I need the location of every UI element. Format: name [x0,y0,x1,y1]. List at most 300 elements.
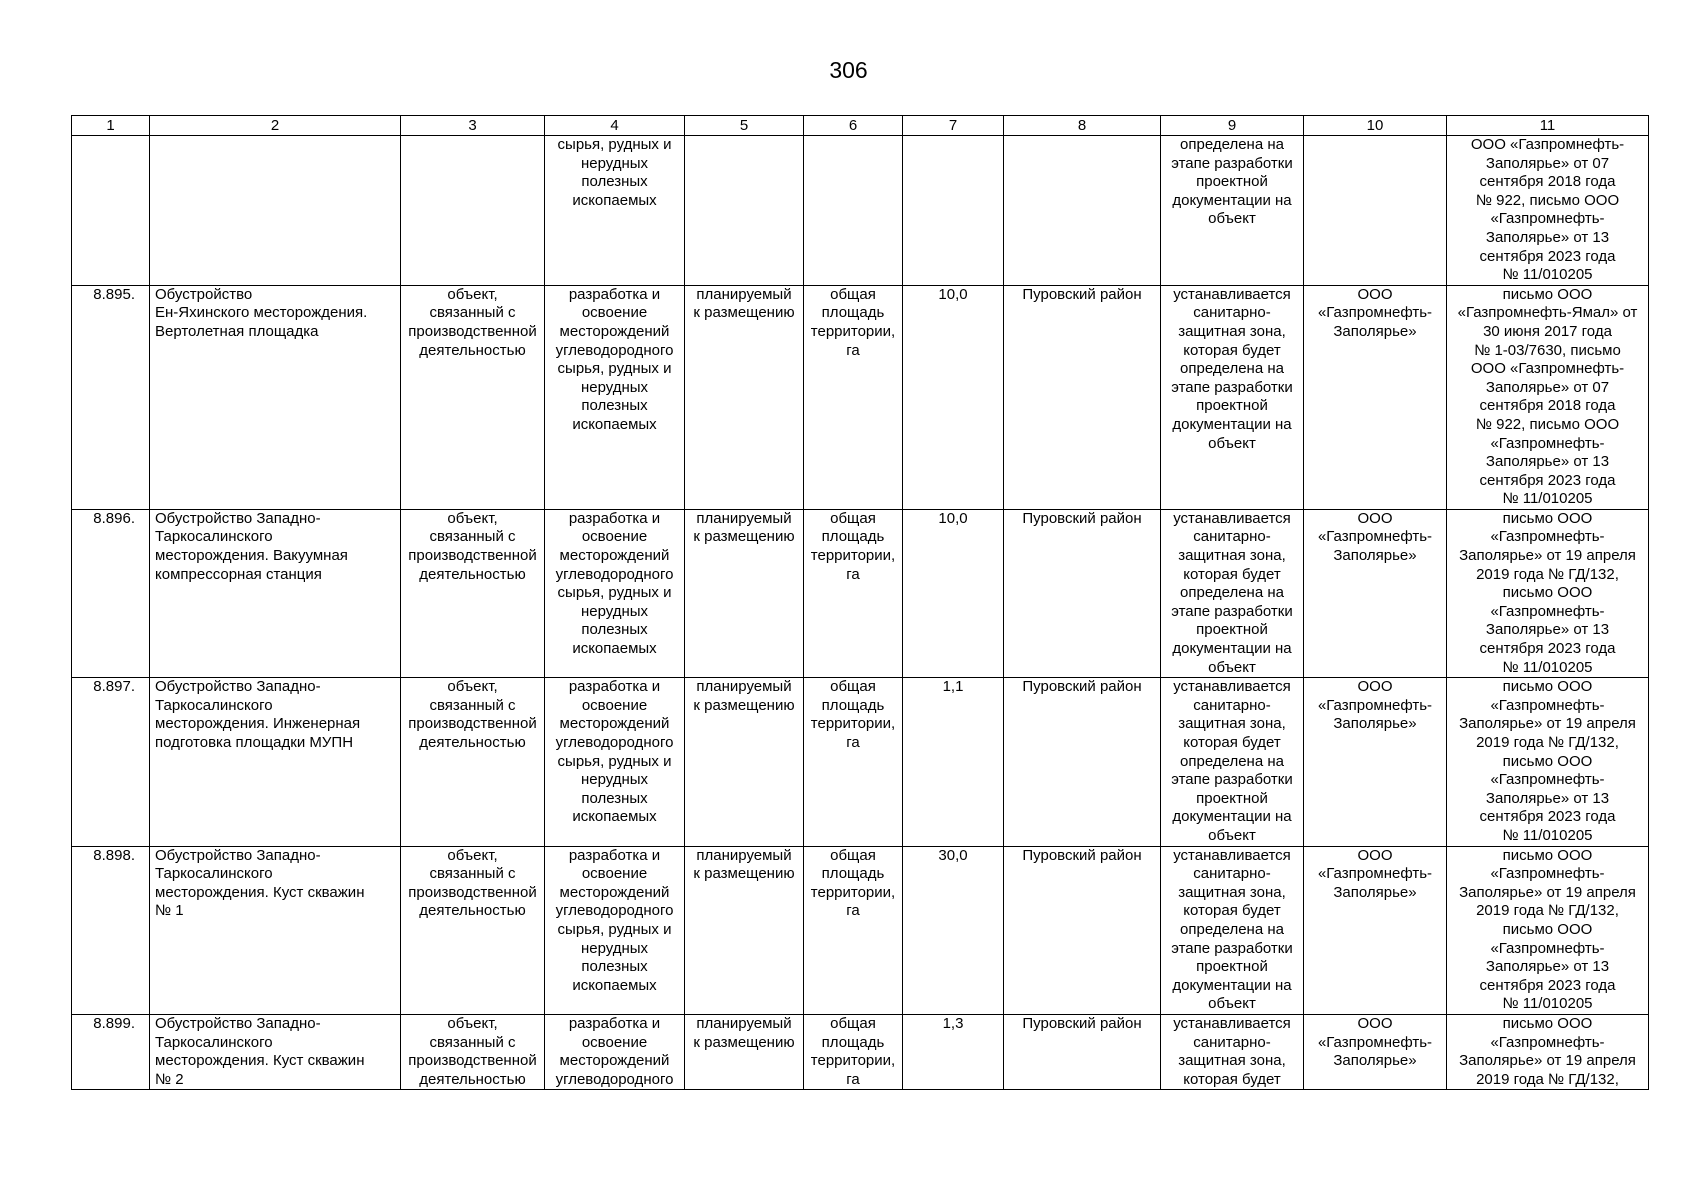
purpose-cell-line: освоение [581,865,648,883]
zone-cell-line: которая будет [1183,1070,1281,1088]
object-name-cell-line: Обустройство Западно- [155,1014,321,1032]
parameter-cell [804,1014,903,1089]
row-number-cell: 8.895. [72,285,150,509]
source-cell-line: Заполярье» от 07 [1485,154,1610,172]
parameter-cell [804,136,903,286]
object-name-cell [150,285,401,509]
zone-cell-line: определена на [1180,920,1284,938]
purpose-cell-line: углеводородного [555,734,674,751]
zone-cell-line: защитная зона, [1178,1052,1286,1070]
owner-cell-line: ООО [1357,846,1393,864]
source-cell-line: № 922, письмо ООО [1475,191,1620,209]
purpose-cell [545,846,685,1014]
column-header-5: 5 [685,116,804,136]
source-cell [1447,136,1649,286]
zone-cell-line: определена на [1180,752,1284,770]
purpose-cell [545,678,685,846]
object-type-cell [401,509,545,677]
owner-cell-line: «Газпромнефть- [1317,304,1433,322]
column-header-9: 9 [1161,116,1304,136]
source-cell-line: письмо ООО [1502,752,1593,770]
parameter-cell-line: общая [830,509,876,527]
zone-cell-line: документации на [1172,976,1292,994]
value-cell: 30,0 [903,846,1004,1014]
object-type-cell-line: деятельностью [419,565,526,583]
source-cell-line: «Газпромнефть-Ямал» от [1457,304,1638,322]
owner-cell-line: Заполярье» [1333,1052,1417,1070]
source-cell-line: Заполярье» от 19 апреля [1459,547,1636,565]
purpose-cell-line: месторождений [559,883,670,901]
source-cell-line: сентября 2018 года [1479,173,1616,191]
source-cell-line: «Газпромнефть- [1490,771,1605,789]
zone-cell-line: проектной [1196,397,1268,415]
object-type-cell-line: производственной [408,715,537,733]
purpose-cell-line: ископаемых [572,976,657,994]
object-name-cell [150,846,401,1014]
column-header-6: 6 [804,116,903,136]
column-header-10: 10 [1304,116,1447,136]
source-cell-line: сентября 2023 года [1479,247,1616,265]
purpose-cell [545,509,685,677]
object-type-cell-line: деятельностью [419,341,526,359]
purpose-cell-line: углеводородного [555,341,674,359]
source-cell-line: ООО «Газпромнефть- [1470,136,1625,153]
owner-cell [1304,285,1447,509]
zone-cell-line: этапе разработки [1171,771,1293,789]
status-cell [685,285,804,509]
source-cell-line: сентября 2023 года [1479,808,1616,826]
source-cell-line: 30 июня 2017 года [1483,322,1612,340]
source-cell [1447,509,1649,677]
source-cell-line: Заполярье» от 19 апреля [1459,1052,1636,1070]
source-cell [1447,1014,1649,1089]
purpose-cell-line: нерудных [580,602,649,620]
zone-cell-line: объект [1208,658,1256,676]
source-cell-line: «Газпромнефть- [1490,1033,1605,1051]
owner-cell-line: «Газпромнефть- [1317,696,1433,714]
purpose-cell-line: сырья, рудных и [557,136,672,153]
source-cell-line: письмо ООО [1502,920,1593,938]
parameter-cell-line: га [846,734,860,751]
object-type-cell [401,1014,545,1089]
status-cell-line: планируемый [696,509,792,527]
parameter-cell-line: га [846,902,860,920]
object-name-cell-line: месторождения. Вакуумная [155,547,348,565]
zone-cell-line: санитарно- [1193,1033,1271,1051]
purpose-cell-line: месторождений [559,547,670,565]
parameter-cell-line: площадь [821,865,885,883]
object-name-cell-line: Таркосалинского [155,865,273,883]
zone-cell-line: определена на [1180,360,1284,378]
zone-cell-line: защитная зона, [1178,547,1286,565]
object-type-cell-line: связанный с [429,865,516,883]
source-cell-line: № 1-03/7630, письмо [1474,341,1621,359]
status-cell [685,1014,804,1089]
table-row [72,509,1649,677]
source-cell-line: № 11/010205 [1502,995,1593,1013]
purpose-cell-line: ископаемых [572,640,657,658]
source-cell-line: Заполярье» от 13 [1485,789,1610,807]
purpose-cell-line: месторождений [559,1052,670,1070]
purpose-cell-line: разработка и [568,678,661,696]
parameter-cell-line: территории, [810,322,896,340]
parameter-cell-line: территории, [810,883,896,901]
parameter-cell-line: территории, [810,1052,896,1070]
table-row [72,678,1649,846]
owner-cell [1304,846,1447,1014]
status-cell [685,678,804,846]
row-number-cell [72,136,150,286]
purpose-cell-line: освоение [581,696,648,714]
purpose-cell [545,285,685,509]
purpose-cell [545,1014,685,1089]
zone-cell [1161,285,1304,509]
purpose-cell-line: разработка и [568,1014,661,1032]
object-name-cell-line: месторождения. Куст скважин [155,883,365,901]
column-header-4: 4 [545,116,685,136]
parameter-cell-line: общая [830,678,876,696]
object-type-cell-line: связанный с [429,528,516,546]
object-name-cell-line: месторождения. Инженерная [155,715,361,733]
purpose-cell-line: сырья, рудных и [557,584,672,602]
purpose-cell-line: полезных [581,173,648,191]
object-type-cell-line: связанный с [429,1033,516,1051]
column-header-8: 8 [1004,116,1161,136]
purpose-cell-line: месторождений [559,715,670,733]
source-cell-line: письмо ООО [1502,1014,1593,1032]
parameter-cell-line: га [846,341,860,359]
object-type-cell-line: объект, [447,846,498,864]
location-cell [1004,136,1161,286]
purpose-cell-line: полезных [581,958,648,976]
object-type-cell-line: объект, [447,678,498,696]
object-name-cell-line: Обустройство Западно- [155,846,321,864]
owner-cell-line: Заполярье» [1333,322,1417,340]
zone-cell [1161,846,1304,1014]
purpose-cell-line: ископаемых [572,808,657,826]
object-name-cell-line: Таркосалинского [155,696,273,714]
source-cell-line: 2019 года № ГД/132, [1476,1070,1619,1088]
source-cell-line: сентября 2023 года [1479,976,1616,994]
purpose-cell-line: углеводородного [555,565,674,583]
zone-cell-line: санитарно- [1193,304,1271,322]
owner-cell-line: Заполярье» [1333,547,1417,565]
source-cell-line: Заполярье» от 13 [1485,453,1610,471]
zone-cell-line: объект [1208,995,1256,1013]
owner-cell-line: «Газпромнефть- [1317,1033,1433,1051]
zone-cell-line: проектной [1196,621,1268,639]
row-number-cell: 8.896. [72,509,150,677]
zone-cell-line: определена на [1180,136,1284,153]
zone-cell-line: устанавливается [1173,678,1291,696]
source-cell-line: письмо ООО [1502,509,1593,527]
location-cell: Пуровский район [1004,846,1161,1014]
zone-cell-line: защитная зона, [1178,883,1286,901]
purpose-cell-line: полезных [581,789,648,807]
object-type-cell-line: производственной [408,322,537,340]
source-cell [1447,846,1649,1014]
page-number: 306 [829,57,868,83]
source-cell-line: № 11/010205 [1502,266,1593,284]
object-name-cell [150,136,401,286]
object-type-cell-line: связанный с [429,304,516,322]
zone-cell-line: защитная зона, [1178,715,1286,733]
purpose-cell-line: полезных [581,397,648,415]
owner-cell-line: Заполярье» [1333,883,1417,901]
owner-cell [1304,1014,1447,1089]
parameter-cell [804,846,903,1014]
source-cell-line: «Газпромнефть- [1490,696,1605,714]
object-type-cell-line: связанный с [429,696,516,714]
location-cell: Пуровский район [1004,285,1161,509]
owner-cell [1304,136,1447,286]
zone-cell-line: документации на [1172,640,1292,658]
object-type-cell-line: объект, [447,285,498,303]
source-cell-line: Заполярье» от 13 [1485,621,1610,639]
status-cell-line: планируемый [696,285,792,303]
object-type-cell [401,678,545,846]
zone-cell-line: документации на [1172,191,1292,209]
table-row [72,285,1649,509]
object-name-cell-line: месторождения. Куст скважин [155,1052,365,1070]
source-cell-line: № 11/010205 [1502,826,1593,844]
source-cell-line: «Газпромнефть- [1490,865,1605,883]
parameter-cell-line: общая [830,1014,876,1032]
row-number-cell: 8.897. [72,678,150,846]
zone-cell-line: проектной [1196,958,1268,976]
status-cell-line: к размещению [693,865,795,883]
table-row [72,1014,1649,1089]
status-cell-line: к размещению [693,696,795,714]
object-type-cell [401,136,545,286]
source-cell-line: «Газпромнефть- [1490,528,1605,546]
object-type-cell-line: производственной [408,1052,537,1070]
object-type-cell-line: деятельностью [419,1070,526,1088]
purpose-cell-line: ископаемых [572,191,657,209]
source-cell-line: Заполярье» от 19 апреля [1459,715,1636,733]
parameter-cell-line: площадь [821,528,885,546]
object-name-cell [150,1014,401,1089]
value-cell: 10,0 [903,285,1004,509]
source-cell-line: письмо ООО [1502,846,1593,864]
parameter-cell [804,678,903,846]
purpose-cell-line: нерудных [580,154,649,172]
object-type-cell-line: объект, [447,1014,498,1032]
zone-cell-line: которая будет [1183,902,1281,920]
source-cell-line: Заполярье» от 07 [1485,378,1610,396]
object-type-cell [401,846,545,1014]
zone-cell-line: проектной [1196,173,1268,191]
purpose-cell [545,136,685,286]
object-name-cell-line: Ен-Яхинского месторождения. [155,304,368,322]
purpose-cell-line: освоение [581,1033,648,1051]
location-cell: Пуровский район [1004,509,1161,677]
owner-cell-line: «Газпромнефть- [1317,865,1433,883]
object-name-cell-line: Вертолетная площадка [155,322,319,340]
object-type-cell-line: производственной [408,547,537,565]
purpose-cell-line: углеводородного [555,1070,674,1088]
parameter-cell-line: площадь [821,304,885,322]
row-number-cell: 8.899. [72,1014,150,1089]
zone-cell [1161,136,1304,286]
zone-cell-line: устанавливается [1173,285,1291,303]
purpose-cell-line: нерудных [580,939,649,957]
parameter-cell-line: территории, [810,715,896,733]
parameter-cell-line: площадь [821,696,885,714]
object-type-cell-line: объект, [447,509,498,527]
value-cell: 10,0 [903,509,1004,677]
parameter-cell-line: площадь [821,1033,885,1051]
zone-cell-line: определена на [1180,584,1284,602]
source-cell-line: «Газпромнефть- [1490,602,1605,620]
source-cell-line: сентября 2018 года [1479,397,1616,415]
zone-cell-line: проектной [1196,789,1268,807]
zone-cell-line: которая будет [1183,565,1281,583]
parameter-cell-line: общая [830,285,876,303]
source-cell-line: Заполярье» от 13 [1485,228,1610,246]
status-cell [685,509,804,677]
zone-cell-line: этапе разработки [1171,378,1293,396]
parameter-cell-line: территории, [810,547,896,565]
object-name-cell-line: Таркосалинского [155,1033,273,1051]
source-cell-line: ООО «Газпромнефть- [1470,360,1625,378]
status-cell-line: планируемый [696,1014,792,1032]
purpose-cell-line: разработка и [568,846,661,864]
zone-cell-line: объект [1208,210,1256,228]
location-cell: Пуровский район [1004,1014,1161,1089]
owner-cell-line: ООО [1357,509,1393,527]
zone-cell-line: которая будет [1183,734,1281,751]
source-cell-line: 2019 года № ГД/132, [1476,565,1619,583]
table-row [72,136,1649,286]
status-cell-line: планируемый [696,678,792,696]
column-header-1: 1 [72,116,150,136]
status-cell-line: к размещению [693,304,795,322]
object-name-cell-line: Обустройство Западно- [155,678,321,696]
table-body [72,116,1649,1090]
source-cell-line: 2019 года № ГД/132, [1476,734,1619,751]
zone-cell-line: санитарно- [1193,865,1271,883]
zone-cell-line: санитарно- [1193,528,1271,546]
status-cell [685,136,804,286]
source-cell-line: 2019 года № ГД/132, [1476,902,1619,920]
value-cell [903,136,1004,286]
owner-cell-line: ООО [1357,678,1393,696]
object-name-cell-line: Обустройство Западно- [155,509,321,527]
owner-cell [1304,678,1447,846]
source-cell-line: № 11/010205 [1502,658,1593,676]
object-name-cell-line: Обустройство [155,285,253,303]
table-row [72,846,1649,1014]
header-row [72,116,1649,136]
purpose-cell-line: освоение [581,528,648,546]
status-cell-line: планируемый [696,846,792,864]
zone-cell-line: документации на [1172,415,1292,433]
source-cell-line: «Газпромнефть- [1490,210,1605,228]
zone-cell-line: объект [1208,826,1256,844]
parameter-cell [804,285,903,509]
source-cell-line: письмо ООО [1502,285,1593,303]
object-name-cell [150,678,401,846]
source-cell-line: № 11/010205 [1502,490,1593,508]
source-cell-line: Заполярье» от 19 апреля [1459,883,1636,901]
owner-cell-line: ООО [1357,285,1393,303]
column-header-3: 3 [401,116,545,136]
parameter-cell-line: общая [830,846,876,864]
source-cell-line: сентября 2023 года [1479,640,1616,658]
object-type-cell [401,285,545,509]
parameter-cell [804,509,903,677]
status-cell-line: к размещению [693,528,795,546]
column-header-11: 11 [1447,116,1649,136]
purpose-cell-line: освоение [581,304,648,322]
row-number-cell: 8.898. [72,846,150,1014]
owner-cell [1304,509,1447,677]
zone-cell-line: устанавливается [1173,846,1291,864]
purpose-cell-line: месторождений [559,322,670,340]
source-cell [1447,678,1649,846]
purpose-cell-line: ископаемых [572,415,657,433]
source-cell-line: «Газпромнефть- [1490,434,1605,452]
object-name-cell [150,509,401,677]
owner-cell-line: «Газпромнефть- [1317,528,1433,546]
purpose-cell-line: полезных [581,621,648,639]
purpose-cell-line: разработка и [568,509,661,527]
zone-cell-line: этапе разработки [1171,939,1293,957]
owner-cell-line: ООО [1357,1014,1393,1032]
purpose-cell-line: нерудных [580,771,649,789]
purpose-cell-line: сырья, рудных и [557,920,672,938]
source-cell-line: письмо ООО [1502,584,1593,602]
value-cell: 1,1 [903,678,1004,846]
object-type-cell-line: деятельностью [419,902,526,920]
parameter-cell-line: га [846,565,860,583]
object-name-cell-line: № 2 [155,1070,184,1088]
purpose-cell-line: разработка и [568,285,661,303]
zone-cell [1161,509,1304,677]
zone-cell-line: защитная зона, [1178,322,1286,340]
zone-cell [1161,1014,1304,1089]
purpose-cell-line: углеводородного [555,902,674,920]
location-cell: Пуровский район [1004,678,1161,846]
source-cell-line: Заполярье» от 13 [1485,958,1610,976]
status-cell-line: к размещению [693,1033,795,1051]
object-name-cell-line: подготовка площадки МУПН [155,734,354,751]
parameter-cell-line: га [846,1070,860,1088]
source-cell [1447,285,1649,509]
object-name-cell-line: Таркосалинского [155,528,273,546]
object-type-cell-line: производственной [408,883,537,901]
zone-cell [1161,678,1304,846]
zone-cell-line: этапе разработки [1171,602,1293,620]
zone-cell-line: устанавливается [1173,1014,1291,1032]
zone-cell-line: объект [1208,434,1256,452]
register-table [71,115,1649,1090]
purpose-cell-line: сырья, рудных и [557,752,672,770]
purpose-cell-line: сырья, рудных и [557,360,672,378]
column-header-7: 7 [903,116,1004,136]
zone-cell-line: которая будет [1183,341,1281,359]
source-cell-line: № 922, письмо ООО [1475,415,1620,433]
zone-cell-line: документации на [1172,808,1292,826]
zone-cell-line: этапе разработки [1171,154,1293,172]
purpose-cell-line: нерудных [580,378,649,396]
zone-cell-line: устанавливается [1173,509,1291,527]
source-cell-line: сентября 2023 года [1479,471,1616,489]
source-cell-line: письмо ООО [1502,678,1593,696]
object-type-cell-line: деятельностью [419,734,526,751]
object-name-cell-line: № 1 [155,902,184,920]
